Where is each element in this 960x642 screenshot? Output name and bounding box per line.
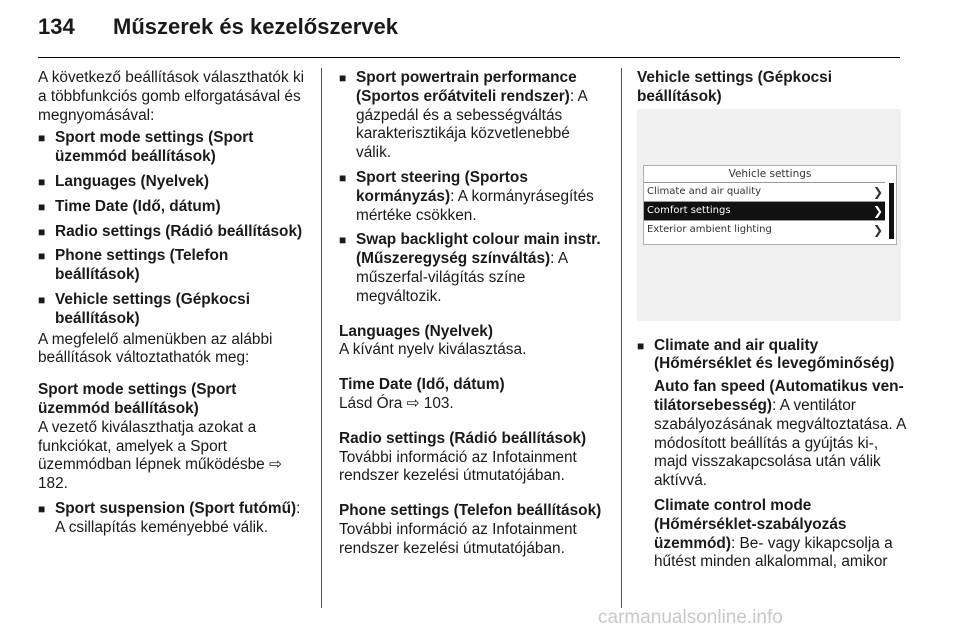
- radio-heading: Radio settings (Rádió beállítások): [339, 429, 587, 447]
- sport-mode-heading: Sport mode settings (Sport üzemmód beállítások): [38, 381, 237, 417]
- sport-mode-text: A vezető kiválaszthatja azokat a funkciókat, amelyek a Sport üzemmódban lépnek működésbe ⇨ 182.: [38, 418, 282, 493]
- sport-suspension-item: ■ Sport suspension (Sport futómű): A csillapítás keményebbé válik.: [38, 500, 306, 538]
- languages-heading: Languages (Nyelvek): [339, 322, 493, 340]
- climate-control-mode-text: Climate control mode (Hőmérséklet-szabályozás üzemmód): Be- vagy kikapcsolja a hűtést minden alkalommal, amikor: [654, 496, 893, 571]
- vehicle-settings-heading: Vehicle settings (Gépkocsi beállítások): [637, 69, 833, 105]
- menu-list-item: ■ Time Date (Idő, dátum): [38, 198, 306, 217]
- screen-menu-item: Climate and air quality ❯: [644, 182, 885, 201]
- sport-powertrain-item: ■ Sport powertrain performance (Sportos erőátviteli rendszer): A gázpedál és a sebességváltás karakterisztikája közvetlenebbé válik.: [339, 69, 609, 163]
- phone-heading: Phone settings (Telefon beállítások): [339, 502, 602, 520]
- page-title: Műszerek és kezelőszervek: [113, 14, 398, 39]
- climate-item: ■ Climate and air quality (Hőmérséklet és levegőminőség): [637, 337, 907, 375]
- chevron-right-icon: ❯: [872, 203, 883, 218]
- screen-menu-item-selected: Comfort settings ❯: [644, 201, 885, 220]
- timedate-heading: Time Date (Idő, dátum): [339, 376, 505, 394]
- auto-fan-speed-text: Auto fan speed (Automatikus ventilátorsebesség): A ventilátor szabályozásának megváltoztatása. A módosított beállítás a gyújtás ki-, majd visszakapcsolása után válik aktívvá.: [654, 378, 906, 490]
- menu-list-item: ■ Vehicle settings (Gépkocsi beállítások): [38, 291, 306, 329]
- chevron-right-icon: ❯: [872, 184, 883, 199]
- menu-list-item: ■ Phone settings (Telefon beállítások): [38, 247, 306, 285]
- column-divider: [621, 68, 622, 608]
- watermark: carmanualsonline.info: [598, 607, 783, 628]
- phone-text: További információ az Infotainment rendszer kezelési útmutatójában.: [339, 520, 577, 557]
- sport-steering-item: ■ Sport steering (Sportos kormányzás): A kormányrásegítés mértéke csökken.: [339, 169, 609, 225]
- menu-list-item: ■ Sport mode settings (Sport üzemmód beállítások): [38, 129, 306, 167]
- vehicle-settings-screen: [643, 165, 897, 245]
- screen-menu-item: Exterior ambient lighting ❯: [644, 220, 885, 239]
- page-number: 134: [38, 14, 75, 39]
- header-rule: [38, 57, 900, 58]
- menu-list-item: ■ Languages (Nyelvek): [38, 173, 306, 192]
- backlight-colour-item: ■ Swap backlight colour main instr. (Műszeregység színváltás): A műszerfal-világítás színe megváltozik.: [339, 231, 609, 306]
- timedate-text: Lásd Óra ⇨ 103.: [339, 394, 454, 412]
- page-reference: ⇨ 182.: [38, 456, 282, 493]
- screen-title: Vehicle settings: [728, 167, 812, 180]
- column-divider: [321, 68, 322, 608]
- chevron-right-icon: ❯: [872, 222, 883, 237]
- languages-text: A kívánt nyelv kiválasztása.: [339, 341, 527, 359]
- menu-list-item: ■ Radio settings (Rádió beállítások): [38, 223, 306, 242]
- column-1: [38, 69, 306, 544]
- column-3: [637, 69, 907, 578]
- submenu-intro: A megfelelő almenükben az alábbi beállítások változtathatók meg:: [38, 330, 273, 367]
- column-2: [339, 69, 609, 572]
- intro-text: A következő beállítások választhatók ki a többfunkciós gomb elforgatásával és megnyomásával:: [38, 69, 305, 124]
- display-screenshot: [637, 109, 901, 321]
- radio-text: További információ az Infotainment rendszer kezelési útmutatójában.: [339, 448, 577, 485]
- screen-scrollbar: [889, 183, 894, 239]
